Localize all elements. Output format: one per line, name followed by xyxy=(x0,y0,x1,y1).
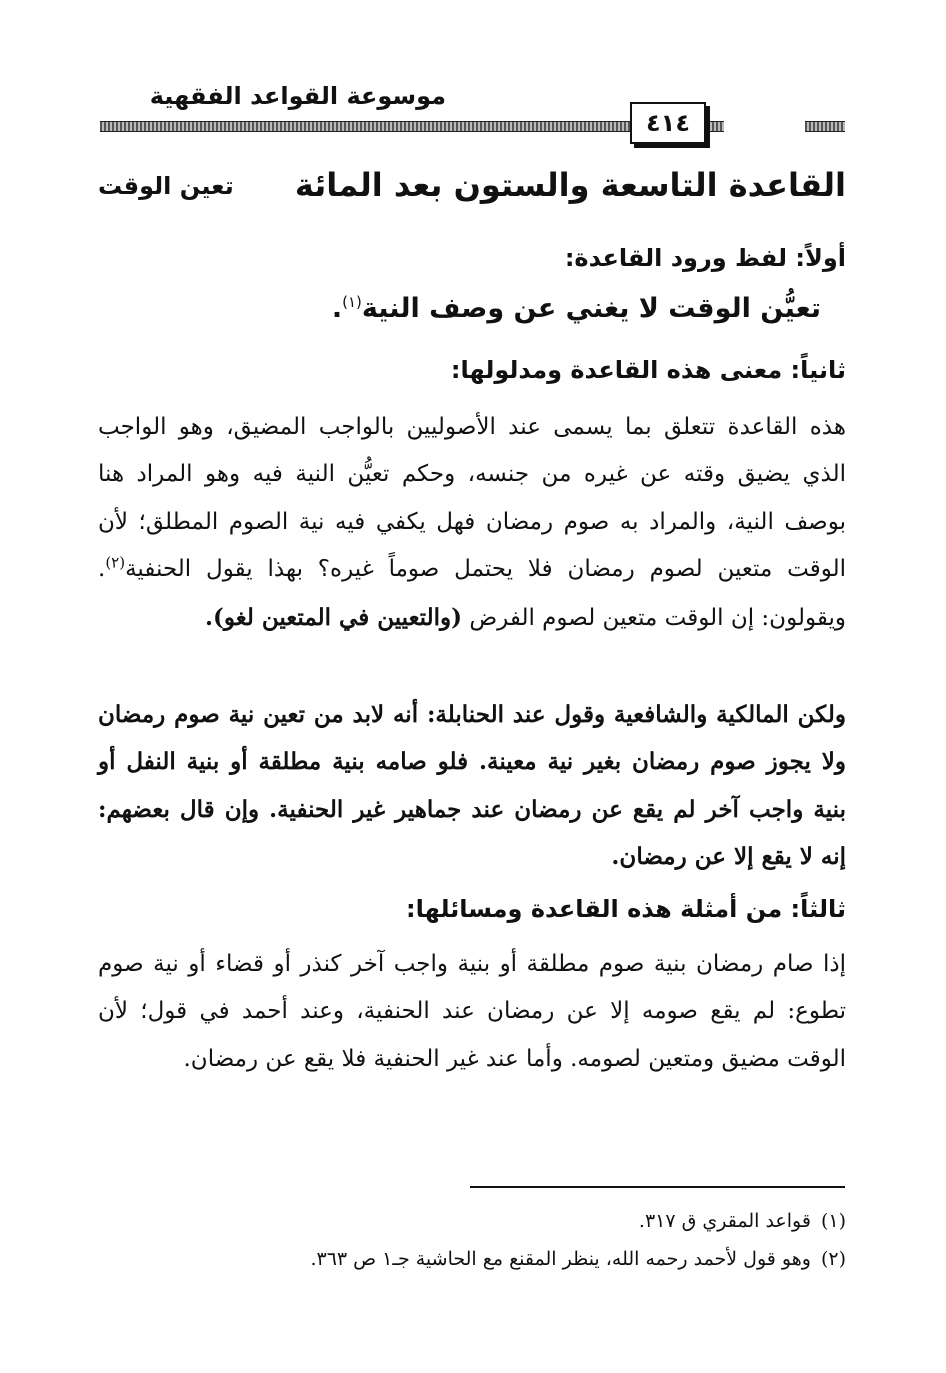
rule-text-end: . xyxy=(331,293,343,324)
paragraph-other-schools: ولكن المالكية والشافعية وقول عند الحنابلة: أنه لابد من تعين نية صوم رمضان ولا يجوز صوم رمضان بغير نية معينة. فلو صامه بنية مطلقة أو بنية النفل أو بنية واجب آخر لم يقع عن رمضان عند جماهير غير الحنفية. وإن قال بعضهم: إنه لا يقع إلا عن رمضان. xyxy=(98,701,846,871)
paragraph-meaning-quote: (والتعيين في المتعين لغو). xyxy=(204,603,463,631)
footnote-1-text: قواعد المقري ق ٣١٧. xyxy=(638,1210,811,1232)
section-heading-third: ثالثاً: من أمثلة هذه القاعدة ومسائلها: xyxy=(405,895,846,923)
rule-title: القاعدة التاسعة والستون بعد المائة xyxy=(294,166,846,204)
footnote-divider xyxy=(470,1186,845,1188)
footnote-2 xyxy=(98,1248,846,1270)
paragraph-meaning-text: هذه القاعدة تتعلق بما يسمى عند الأصوليين بالواجب المضيق، وهو الواجب الذي يضيق وقته عن غيره من جنسه، وحكم تعيُّن النية فيه وهو المراد هنا بوصف النية، والمراد به صوم رمضان فهل يكفي فيه نية الصوم المطلق؛ لأن الوقت متعين لصوم رمضان فلا يحتمل صوماً غيره؟ بهذا يقول الحنفية xyxy=(98,414,846,583)
rule-topic: تعين الوقت xyxy=(98,172,234,200)
footnote-ref-1[interactable]: (١) xyxy=(342,293,362,311)
footnote-2-text: وهو قول لأحمد رحمه الله، ينظر المقنع مع الحاشية جـ١ ص ٣٦٣. xyxy=(310,1248,811,1270)
footnote-1-number: (١) xyxy=(820,1210,846,1232)
paragraph-examples: إذا صام رمضان بنية صوم مطلقة أو بنية واجب آخر كنذر أو قضاء أو نية صوم تطوع: لم يقع صومه إلا عن رمضان عند الحنفية، وعند أحمد في قول؛ لأن الوقت مضيق ومتعين لصومه. وأما عند غير الحنفية فلا يقع عن رمضان. xyxy=(98,951,846,1072)
paragraph-meaning xyxy=(98,404,846,642)
rule-text-body: تعيُّن الوقت لا يغني عن وصف النية xyxy=(361,293,821,324)
running-title: موسوعة القواعد الفقهية xyxy=(149,82,446,110)
header-rule xyxy=(100,116,845,132)
footnote-ref-2[interactable]: (٢) xyxy=(105,553,126,572)
paragraph-meaning-text-cont: . ويقولون: إن الوقت متعين لصوم الفرض xyxy=(98,556,846,631)
section-heading-second: ثانياً: معنى هذه القاعدة ومدلولها: xyxy=(450,356,846,384)
rule-text xyxy=(101,293,821,324)
page-number: ٤١٤ xyxy=(630,102,706,144)
section-heading-first: أولاً: لفظ ورود القاعدة: xyxy=(564,244,846,272)
header-rule-right xyxy=(805,121,845,132)
footnote-2-number: (٢) xyxy=(820,1248,846,1270)
footnote-1 xyxy=(98,1210,846,1232)
